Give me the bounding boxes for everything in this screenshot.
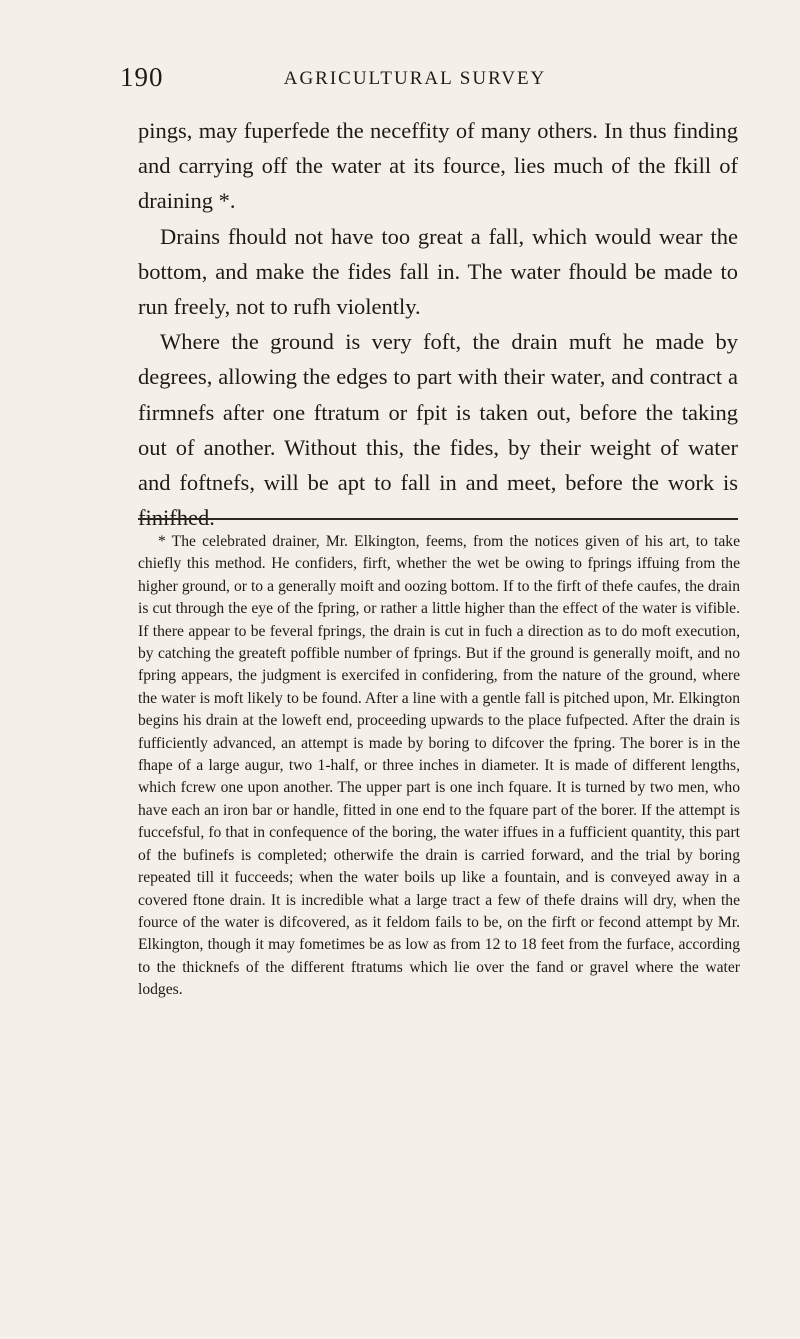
footnote [138, 531, 740, 1002]
page-header [120, 62, 700, 102]
body-text [138, 113, 738, 535]
footnote-divider [138, 518, 738, 520]
footnote-text: * The celebrated drainer, Mr. Elkington, feems, from the notices given of his art, to take chiefly this method. He confiders, firft, whether the wet be owing to fprings iffuing from the higher ground, or to a generally moift and oozing bottom. If to the firft of thefe caufes, the drain is cut through the eye of the fpring, or rather a little higher than the effect of the water is vifible. If there appear to be feveral fprings, the drain is cut in fuch a direction as to do moft execution, by catching the greateft poffible number of fprings. But if the ground is generally moift, and no fpring appears, the judgment is exercifed in confidering, from the nature of the ground, where the water is moft likely to be found. After a line with a gentle fall is pitched upon, Mr. Elkington begins his drain at the loweft end, proceeding upwards to the place fufpected. After the drain is fufficiently advanced, an attempt is made by boring to difcover the fpring. The borer is in the fhape of a large augur, two 1-half, or three inches in diameter. It is made of different lengths, which fcrew one upon another. The upper part is one inch fquare. It is turned by two men, who have each an iron bar or handle, fitted in one end to the fquare part of the borer. If the attempt is fuccefsful, fo that in confequence of the boring, the water iffues in a fufficient quantity, this part of the bufinefs is completed; otherwife the drain is carried forward, and the trial by boring repeated till it fucceeds; when the water boils up like a fountain, and is conveyed away in a covered ftone drain. It is incredible what a large tract a few of thefe drains will dry, when the fource of the water is difcovered, as it feldom fails to be, on the firft or fecond attempt by Mr. Elkington, though it may fometimes be as low as from 12 to 18 feet from the furface, according to the thicknefs of the different ftratums which lie over the fand or gravel where the water lodges. [138, 533, 740, 999]
paragraph-soft-ground: Where the ground is very foft, the drain muft he made by degrees, allowing the edges to part with their water, and contract a firmnefs after one ftratum or fpit is taken out, before the taking out of another. Without this, the fides, by their weight of water and foftnefs, will be apt to fall in and meet, before the work is finifhed. [138, 329, 738, 531]
paragraph-continuation: pings, may fuperfede the neceffity of many others. In thus finding and carrying off the water at its fource, lies much of the fkill of draining *. [138, 118, 738, 214]
running-head: AGRICULTURAL SURVEY [283, 68, 547, 89]
page-number: 190 [120, 62, 164, 92]
paragraph-drain-fall: Drains fhould not have too great a fall, which would wear the bottom, and make the fides fall in. The water fhould be made to run freely, not to rufh violently. [138, 223, 738, 320]
